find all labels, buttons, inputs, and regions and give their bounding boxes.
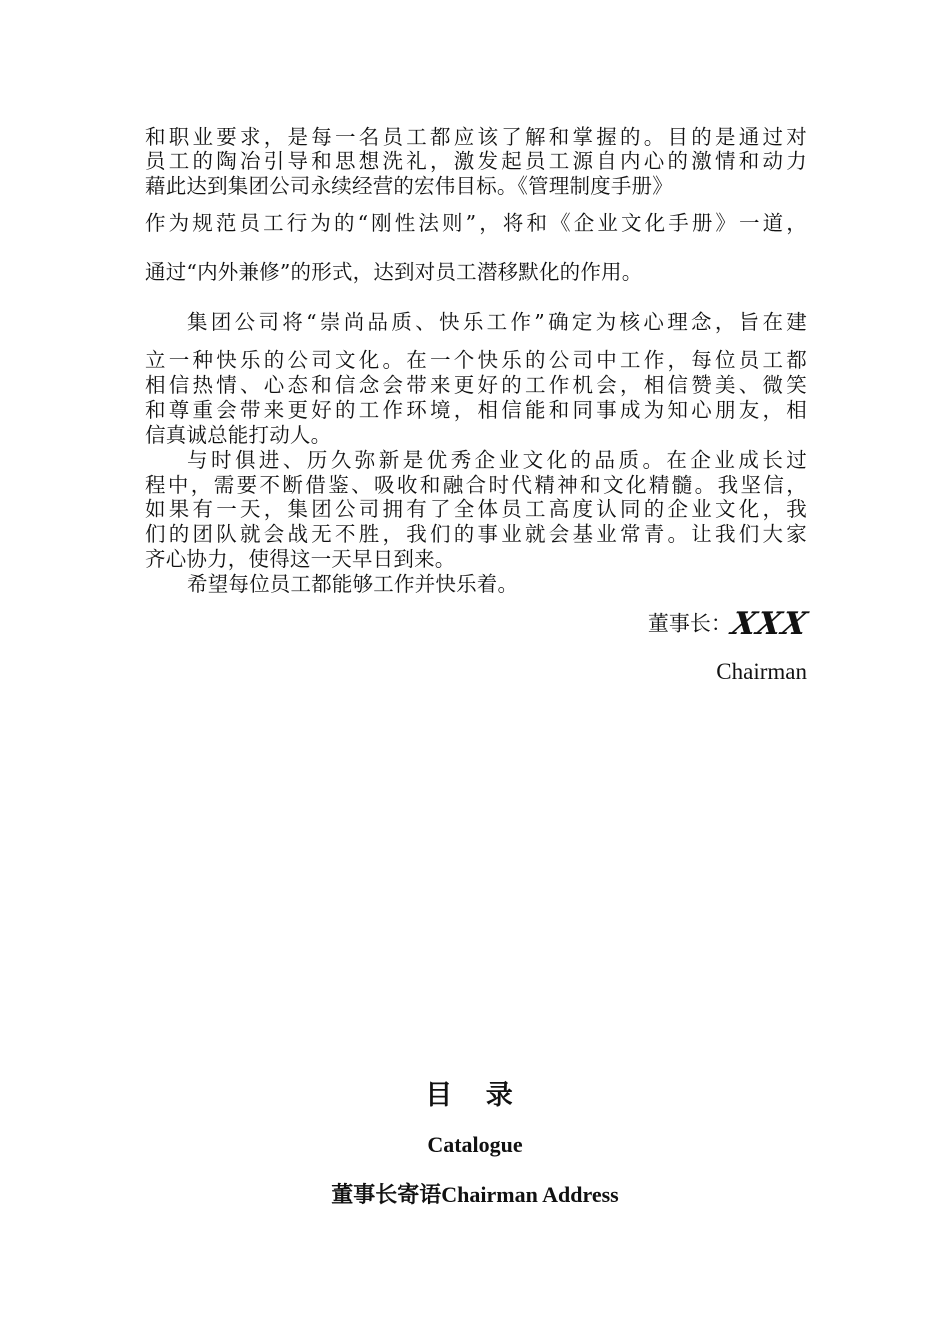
signature-name: XXX [728, 605, 811, 642]
body-line: 作为规范员工行为的“刚性法则”，将和《企业文化手册》一道， [145, 211, 807, 235]
signature-label: 董事长： [647, 611, 732, 636]
toc-title: 目 录 [425, 1080, 525, 1111]
toc-item-chairman-address[interactable]: 董事长寄语Chairman Address [331, 1182, 619, 1207]
body-line: 立一种快乐的公司文化。在一个快乐的公司中工作，每位员工都 [145, 348, 807, 372]
signature-english: Chairman [716, 659, 807, 684]
signature [647, 604, 811, 642]
body-line: 和职业要求，是每一名员工都应该了解和掌握的。目的是通过对 [145, 125, 807, 149]
body-line: 集团公司将“崇尚品质、快乐工作”确定为核心理念，旨在建 [187, 310, 807, 334]
body-line: 信真诚总能打动人。 [145, 423, 332, 447]
toc-subtitle: Catalogue [427, 1132, 523, 1157]
body-line: 与时俱进、历久弥新是优秀企业文化的品质。在企业成长过 [187, 448, 807, 472]
body-line: 齐心协力，使得这一天早日到来。 [145, 547, 456, 571]
body-line: 如果有一天，集团公司拥有了全体员工高度认同的企业文化，我 [145, 497, 807, 521]
body-line: 和尊重会带来更好的工作环境，相信能和同事成为知心朋友，相 [145, 398, 807, 422]
body-line: 员工的陶冶引导和思想洗礼，激发起员工源自内心的激情和动力 [145, 149, 807, 173]
body-line: 藉此达到集团公司永续经营的宏伟目标。《管理制度手册》 [145, 174, 673, 198]
body-line: 程中，需要不断借鉴、吸收和融合时代精神和文化精髓。我坚信， [145, 473, 807, 497]
body-line: 们的团队就会战无不胜，我们的事业就会基业常青。让我们大家 [145, 522, 807, 546]
body-line: 相信热情、心态和信念会带来更好的工作机会，相信赞美、微笑 [145, 373, 807, 397]
body-line: 希望每位员工都能够工作并快乐着。 [187, 572, 519, 596]
body-line: 通过“内外兼修”的形式，达到对员工潜移默化的作用。 [145, 260, 643, 284]
